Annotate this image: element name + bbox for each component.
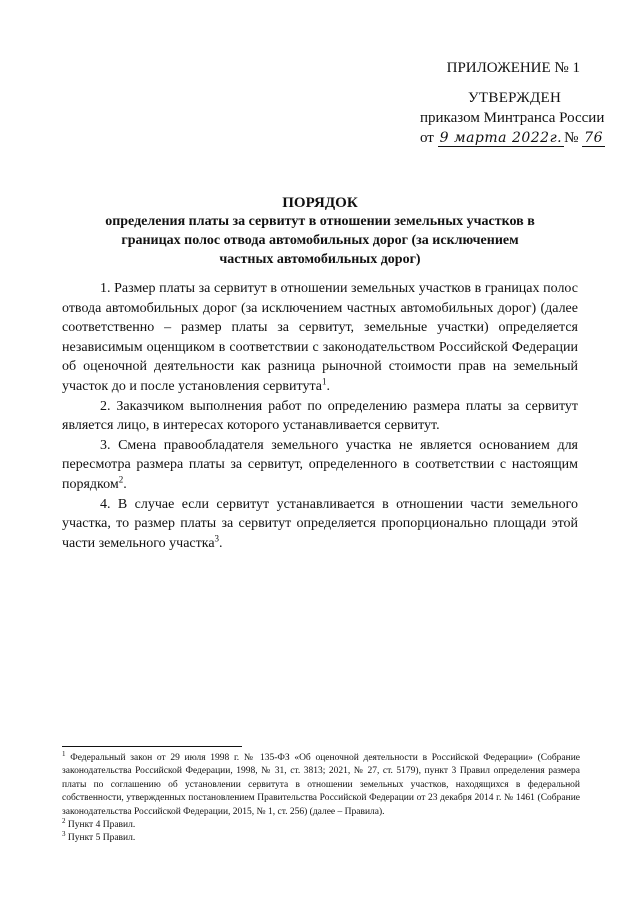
document-body [62,279,578,553]
paragraph-1: 1. Размер платы за сервитут в отношении земельных участков в границах полос отвода автомобильных дорог (за исключением частных автомобильных дорог) (далее соответственно – размер платы за сервитут, земельные участки) определяется независимым оценщиком в соответствии с законодательством Российской Федерации об оценочной деятельности как разница рыночной стоимости прав на земельный участок до и после установления сервитута$^1$. [62,281,578,394]
appendix-label: ПРИЛОЖЕНИЕ № 1 [446,60,580,76]
handwritten-date: 9 марта 2022г. [439,130,563,146]
paragraph-2 [62,397,578,436]
footnote-2 [62,816,580,832]
footnote-text: Федеральный закон от 29 июля 1998 г. № 135-ФЗ «Об оценочной деятельности в Российской Федерации» (Собрание законодательства Российской Федерации, 1998, № 31, ст. 3813; 2021, № 27, ст. 5179), пункт 3 Правил определения размера платы по соглашению об установлении сервитута в отношении земельных участков, находящихся в федеральной собственности, утвержденных постановлением Правительства Российской Федерации от 23 декабря 2014 г. № 1461 (Собрание законодательства Российской Федерации, 2015, № 1, ст. 256) (далее – Правила). [62,753,581,817]
document-subtitle: определения платы за сервитут в отношении земельных участков в границах полос отвода автомобильных дорог (за исключением частных автомобильных дорог) [105,214,535,267]
footnotes [62,749,581,846]
footnote-text: Пункт 5 Правил. [67,833,136,844]
approved-heading: УТВЕРЖДЕН [468,90,562,106]
paragraph-3: 3. Смена правообладателя земельного участка не является основанием для пересмотра размера платы за сервитут, определенного в соответствии с настоящим порядком$^2$. [62,437,578,492]
footnote-mark: 3 [62,830,66,839]
paragraph-text: 2. Заказчиком выполнения работ по определению размера платы за сервитут является лицо, в интересах которого устанавливается сервитут. [62,398,578,434]
date-prefix: от [420,130,434,146]
order-date-number [420,128,620,148]
footnote-text: Пункт 4 Правил. [67,820,136,831]
paragraph-text: 3. Смена правообладателя земельного участка не является основанием для пересмотра размера платы за сервитут, определенного в соответствии с настоящим порядком [62,437,578,492]
handwritten-number: 76 [584,130,603,146]
footnote-mark: 2 [62,816,66,825]
footnote-divider [62,746,242,747]
footnote-ref[interactable]: 3 [214,533,220,544]
footnote-ref[interactable]: 2 [118,474,124,485]
paragraph-text: 4. В случае если сервитут устанавливается в отношении части земельного участка, то размер платы за сервитут определяется пропорционально площади этой части земельного участка [62,496,578,551]
approval-block [420,88,620,148]
footnote-ref[interactable]: 1 [321,376,327,387]
approved-by: приказом Минтранса России [420,110,605,126]
paragraph-4: 4. В случае если сервитут устанавливается в отношении части земельного участка, то размер платы за сервитут определяется пропорционально площади этой части земельного участка$^3$. [62,496,578,551]
footnote-mark: 1 [62,749,66,758]
paragraph-text: 1. Размер платы за сервитут в отношении земельных участков в границах полос отвода автомобильных дорог (за исключением частных автомобильных дорог) (далее соответственно – размер платы за сервитут, земельные участки) определяется независимым оценщиком в соответствии с законодательством Российской Федерации об оценочной деятельности как разница рыночной стоимости прав на земельный участок до и после установления сервитута [62,281,578,394]
footnote-3 [62,832,580,845]
footnote-1 [62,749,581,819]
document-title: ПОРЯДОК [282,195,358,211]
number-prefix: № [564,130,579,146]
